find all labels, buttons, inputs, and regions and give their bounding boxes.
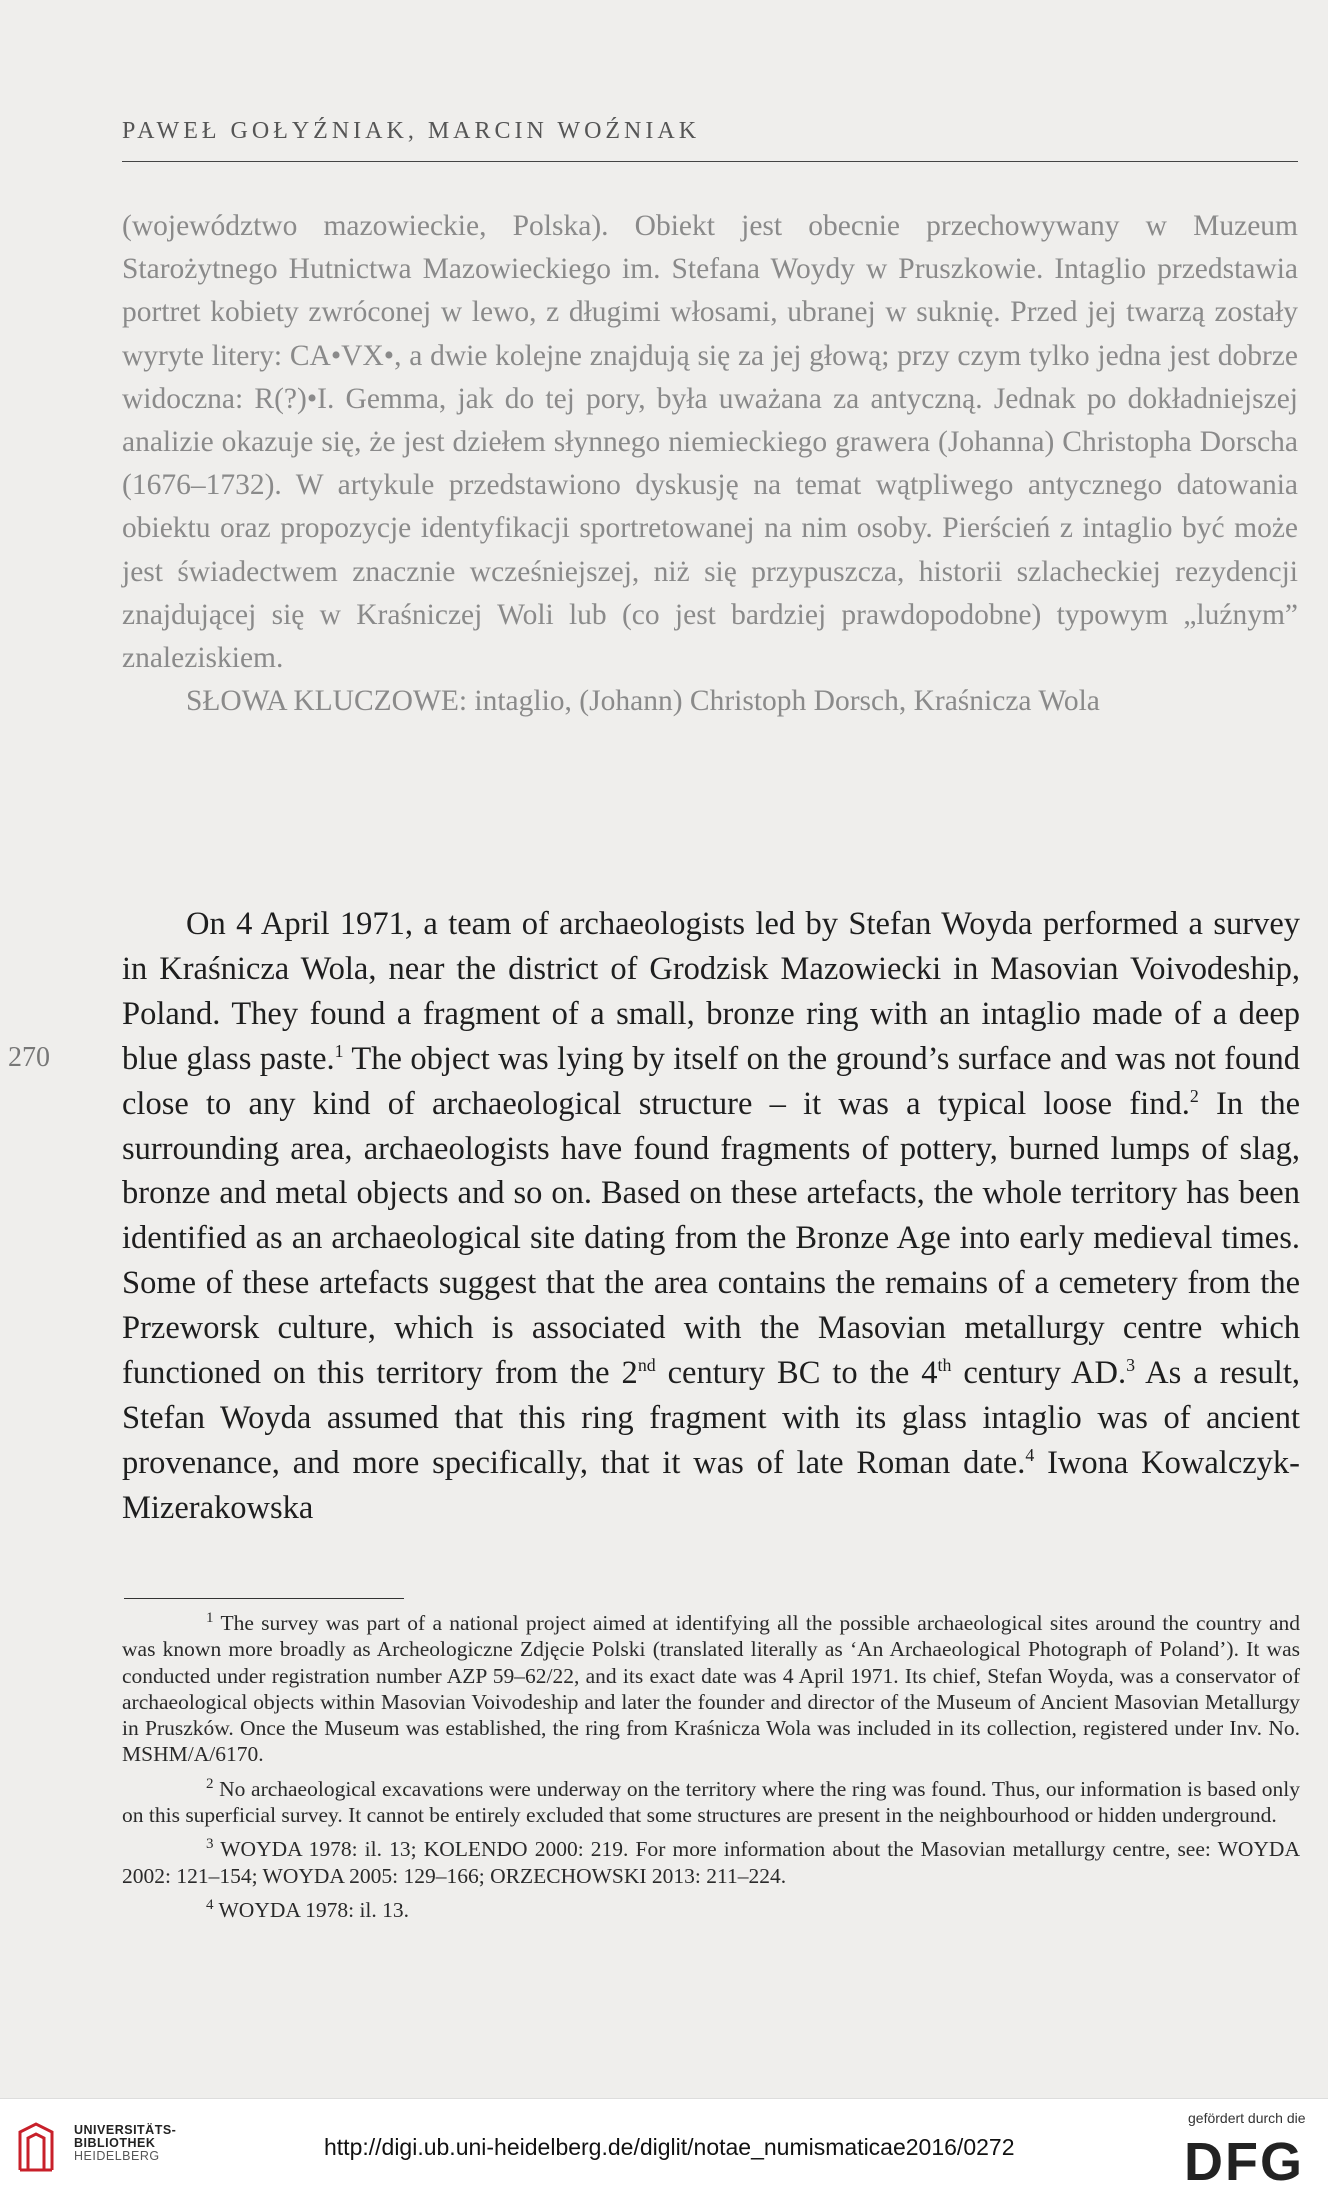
running-head: PAWEŁ GOŁYŹNIAK, MARCIN WOŹNIAK bbox=[122, 118, 701, 144]
footnote-text: The survey was part of a national project aimed at identifying all the possible archaeological sites around the country and was known more broadly as Archeologiczne Zdjęcie Polski (translated literally as ‘An Archaeological Photograph of Poland’). It was conducted under registration number AZP 59–62/22, and its exact date was 4 April 1971. Its chief, Stefan Woyda, was a conservator of archaeological objects within Masovian Voivodeship and later the founder and director of the Museum of Ancient Masovian Metallurgy in Pruszków. Once the Museum was established, the ring from Kraśnicza Wola was included in its collection, registered under Inv. No. MSHM/A/6170. bbox=[122, 1611, 1300, 1767]
library-name-line: HEIDELBERG bbox=[74, 2149, 160, 2163]
main-body bbox=[122, 902, 1300, 1531]
ordinal-suffix: nd bbox=[637, 1355, 656, 1376]
footnote-ref-1[interactable]: 1 bbox=[334, 1040, 344, 1061]
body-text-run: century BC to the 4 bbox=[655, 1355, 938, 1392]
footnote-divider bbox=[124, 1598, 404, 1599]
footnote-4 bbox=[122, 1897, 1300, 1923]
footnote-ref-2[interactable]: 2 bbox=[1189, 1085, 1199, 1106]
library-name-line: BIBLIOTHEK bbox=[74, 2136, 156, 2150]
library-name bbox=[74, 2124, 176, 2163]
funded-by-label: gefördert durch die bbox=[1188, 2110, 1306, 2126]
footnote-text: WOYDA 1978: il. 13; KOLENDO 2000: 219. For more information about the Masovian metallurgy centre, see: WOYDA 2002: 121–154; WOYDA 2005: 129–166; ORZECHOWSKI 2013: 211–224. bbox=[122, 1837, 1300, 1888]
page-number: 270 bbox=[8, 1042, 50, 1073]
footnote-1 bbox=[122, 1610, 1300, 1768]
footnote-text: No archaeological excavations were underway on the territory where the ring was found. Thus, our information is based only on this superficial survey. It cannot be entirely excluded that some structures are present in the neighbourhood or hidden underground. bbox=[122, 1776, 1300, 1828]
footnote-number: 3 bbox=[206, 1836, 214, 1853]
permalink-url[interactable]: http://digi.ub.uni-heidelberg.de/diglit/notae_numismaticae2016/0272 bbox=[324, 2134, 1015, 2160]
body-text-run: Iwona Kowalczyk-Mizerakowska bbox=[122, 1444, 1300, 1526]
body-text-run: On 4 April 1971, a team of archaeologists led by Stefan Woyda performed a survey in Kraśnicza Wola, near the district of Grodzisk Mazowiecki in Masovian Voivodeship, Poland. They found a fragment of a small, bronze ring with an intaglio made of a deep blue glass paste. bbox=[122, 906, 1300, 1077]
abstract-polish bbox=[122, 205, 1298, 723]
body-paragraph bbox=[122, 902, 1300, 1531]
footnote-ref-3[interactable]: 3 bbox=[1126, 1355, 1136, 1376]
ordinal-suffix: th bbox=[937, 1355, 952, 1376]
dfg-logo-icon[interactable] bbox=[1180, 2128, 1312, 2188]
footnote-number: 2 bbox=[206, 1775, 214, 1792]
body-text-run: In the surrounding area, archaeologists have found fragments of pottery, burned lumps of slag, bronze and metal objects and so on. Based on these artefacts, the whole territory has been identified as an archaeological site dating from the Bronze Age into early medieval times. Some of these artefacts suggest that the area contains the remains of a cemetery from the Przeworsk culture, which is associated with the Masovian metallurgy centre which functioned on this territory from the 2 bbox=[122, 1085, 1301, 1392]
body-text-run: The object was lying by itself on the ground’s surface and was not found close to any kind of archaeological structure – it was a typical loose find. bbox=[122, 1040, 1301, 1122]
footnote-number: 1 bbox=[206, 1609, 214, 1626]
footnote-3 bbox=[122, 1836, 1300, 1889]
body-text-run: century AD. bbox=[951, 1355, 1127, 1392]
library-name-line: UNIVERSITÄTS- bbox=[74, 2123, 177, 2137]
footnote-ref-4[interactable]: 4 bbox=[1025, 1445, 1035, 1466]
footnote-2 bbox=[122, 1776, 1300, 1829]
footnote-number: 4 bbox=[206, 1896, 214, 1913]
footnote-text: WOYDA 1978: il. 13. bbox=[213, 1897, 410, 1922]
body-text-run: As a result, Stefan Woyda assumed that this ring fragment with its glass intaglio was of ancient provenance, and more specifically, that it was of late Roman date. bbox=[122, 1355, 1300, 1481]
header-divider bbox=[122, 161, 1298, 162]
keywords: SŁOWA KLUCZOWE: intaglio, (Johann) Christoph Dorsch, Kraśnicza Wola bbox=[186, 685, 1100, 718]
abstract-text: (województwo mazowieckie, Polska). Obiekt jest obecnie przechowywany w Muzeum Starożytnego Hutnictwa Mazowieckiego im. Stefana Woydy w Pruszkowie. Intaglio przedstawia portret kobiety zwróconej w lewo, z długimi włosami, ubranej w suknię. Przed jej twarzą zostały wyryte litery: CA•VX•, a dwie kolejne znajdują się za jej głową; przy czym tylko jedna jest dobrze widoczna: R(?)•I. Gemma, jak do tej pory, była uważana za antyczną. Jednak po dokładniejszej analizie okazuje się, że jest dziełem słynnego niemieckiego grawera (Johanna) Christopha Dorscha (1676–1732). W artykule przedstawiono dyskusję na temat wątpliwego antycznego datowania obiektu oraz propozycje identyfikacji sportretowanej na nim osoby. Pierścień z intaglio być może jest świadectwem znacznie wcześniejszej, niż się przypuszcza, historii szlacheckiej rezydencji znajdującej się w Kraśniczej Woli lub (co jest bardziej prawdopodobne) typowym „luźnym” znaleziskiem. bbox=[122, 210, 1298, 675]
dfg-wordmark: DFG bbox=[1184, 2132, 1304, 2188]
footnotes bbox=[122, 1610, 1300, 1931]
